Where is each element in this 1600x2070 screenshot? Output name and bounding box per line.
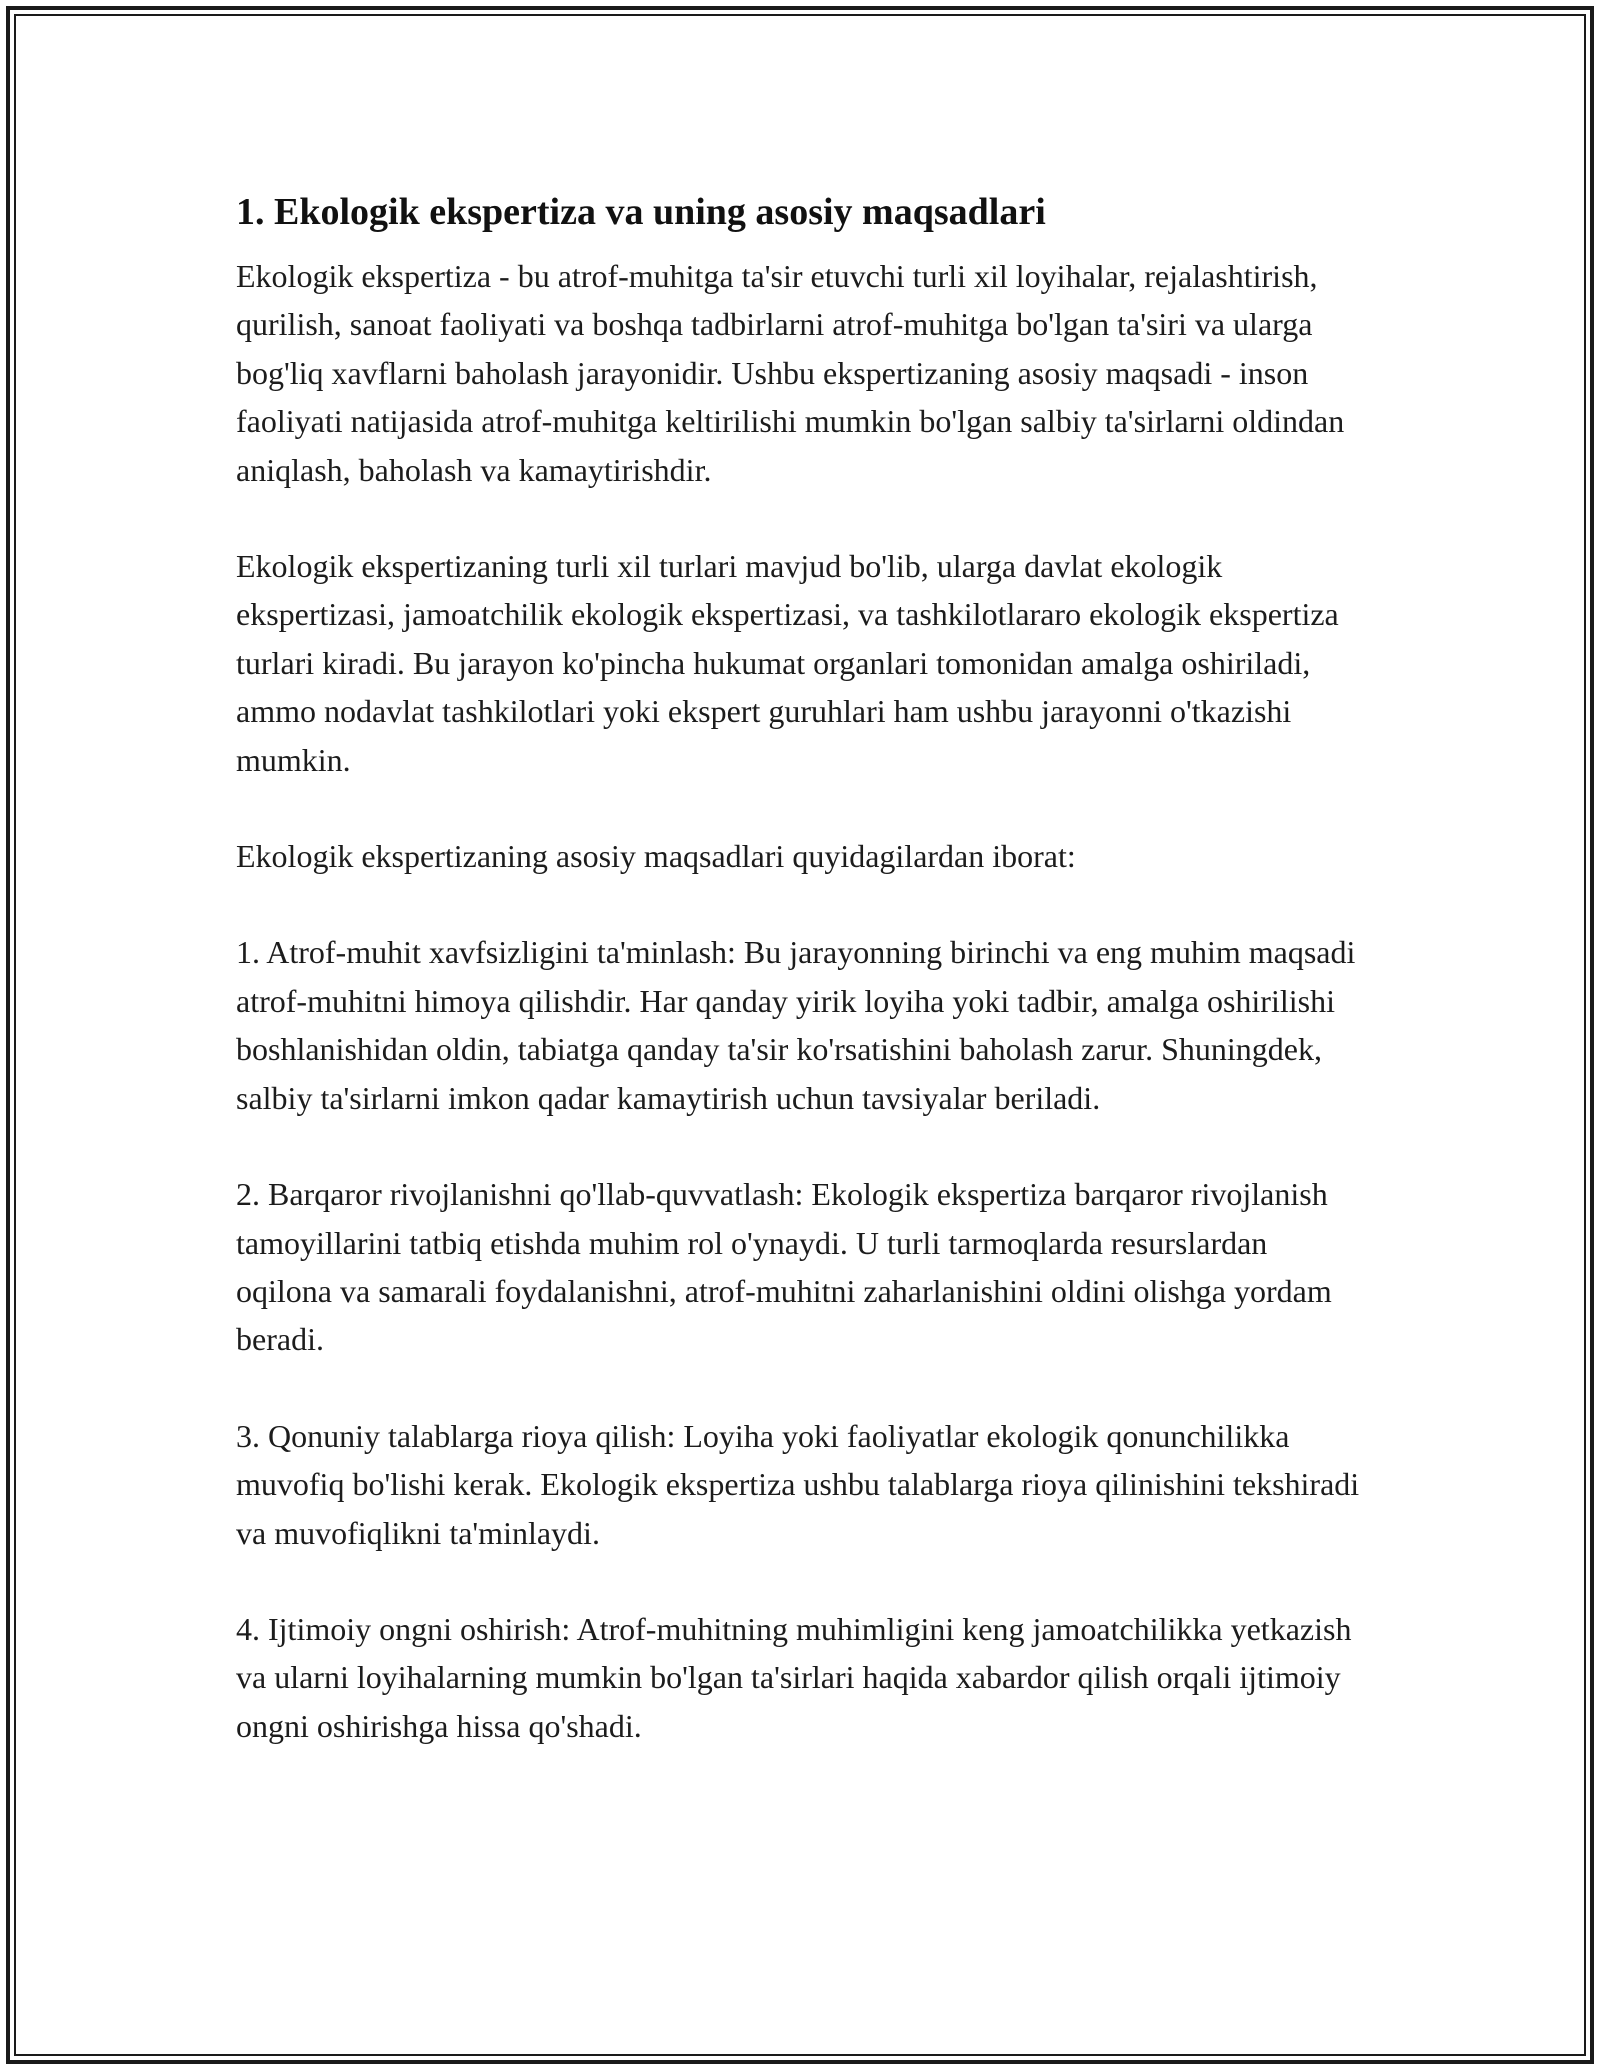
paragraph-types: Ekologik ekspertizaning turli xil turlari mavjud bo'lib, ularga davlat ekologik ekspertizasi, jamoatchilik ekologik ekspertizasi, va tashkilotlararo ekologik ekspertiza turlari kiradi. Bu jarayon ko'pincha hukumat organlari tomonidan amalga oshiriladi, ammo nodavlat tashkilotlari yoki ekspert guruhlari ham ushbu jarayonni o'tkazishi mumkin. (236, 548, 1339, 778)
list-item-goal-2: 2. Barqaror rivojlanishni qo'llab-quvvatlash: Ekologik ekspertiza barqaror rivojlanish tamoyillarini tatbiq etishda muhim rol o'ynaydi. U turli tarmoqlarda resurslardan oqilona va samarali foydalanishni, atrof-muhitni zaharlanishini oldini olishga yordam beradi. (236, 1176, 1332, 1358)
section-heading: 1. Ekologik ekspertiza va uning asosiy maqsadlari (236, 191, 1046, 233)
paragraph-definition: Ekologik ekspertiza - bu atrof-muhitga ta'sir etuvchi turli xil loyihalar, rejalashtirish, qurilish, sanoat faoliyati va boshqa tadbirlarni atrof-muhitga bo'lgan ta'siri va ularga bog'liq xavflarni baholash jarayonidir. Ushbu ekspertizaning asosiy maqsadi - inson faoliyati natijasida atrof-muhitga keltirilishi mumkin bo'lgan salbiy ta'sirlarni oldindan aniqlash, baholash va kamaytirishdir. (236, 258, 1345, 488)
list-item-goal-4: 4. Ijtimoiy ongni oshirish: Atrof-muhitning muhimligini keng jamoatchilikka yetkazish va ularni loyihalarning mumkin bo'lgan ta'sirlari haqida xabardor qilish orqali ijtimoiy ongni oshirishga hissa qo'shadi. (236, 1610, 1352, 1744)
list-item-goal-1: 1. Atrof-muhit xavfsizligini ta'minlash: Bu jarayonning birinchi va eng muhim maqsadi atrof-muhitni himoya qilishdir. Har qanday yirik loyiha yoki tadbir, amalga oshirilishi boshlanishidan oldin, tabiatga qanday ta'sir ko'rsatishini baholash zarur. Shuningdek, salbiy ta'sirlarni imkon qadar kamaytirish uchun tavsiyalar beriladi. (236, 934, 1356, 1116)
paragraph-goals-intro: Ekologik ekspertizaning asosiy maqsadlari quyidagilardan iborat: (236, 838, 1076, 875)
document-body (236, 186, 1366, 1750)
list-item-goal-3: 3. Qonuniy talablarga rioya qilish: Loyiha yoki faoliyatlar ekologik qonunchilikka muvofiq bo'lishi kerak. Ekologik ekspertiza ushbu talablarga rioya qilinishini tekshiradi va muvofiqlikni ta'minlaydi. (236, 1417, 1360, 1551)
